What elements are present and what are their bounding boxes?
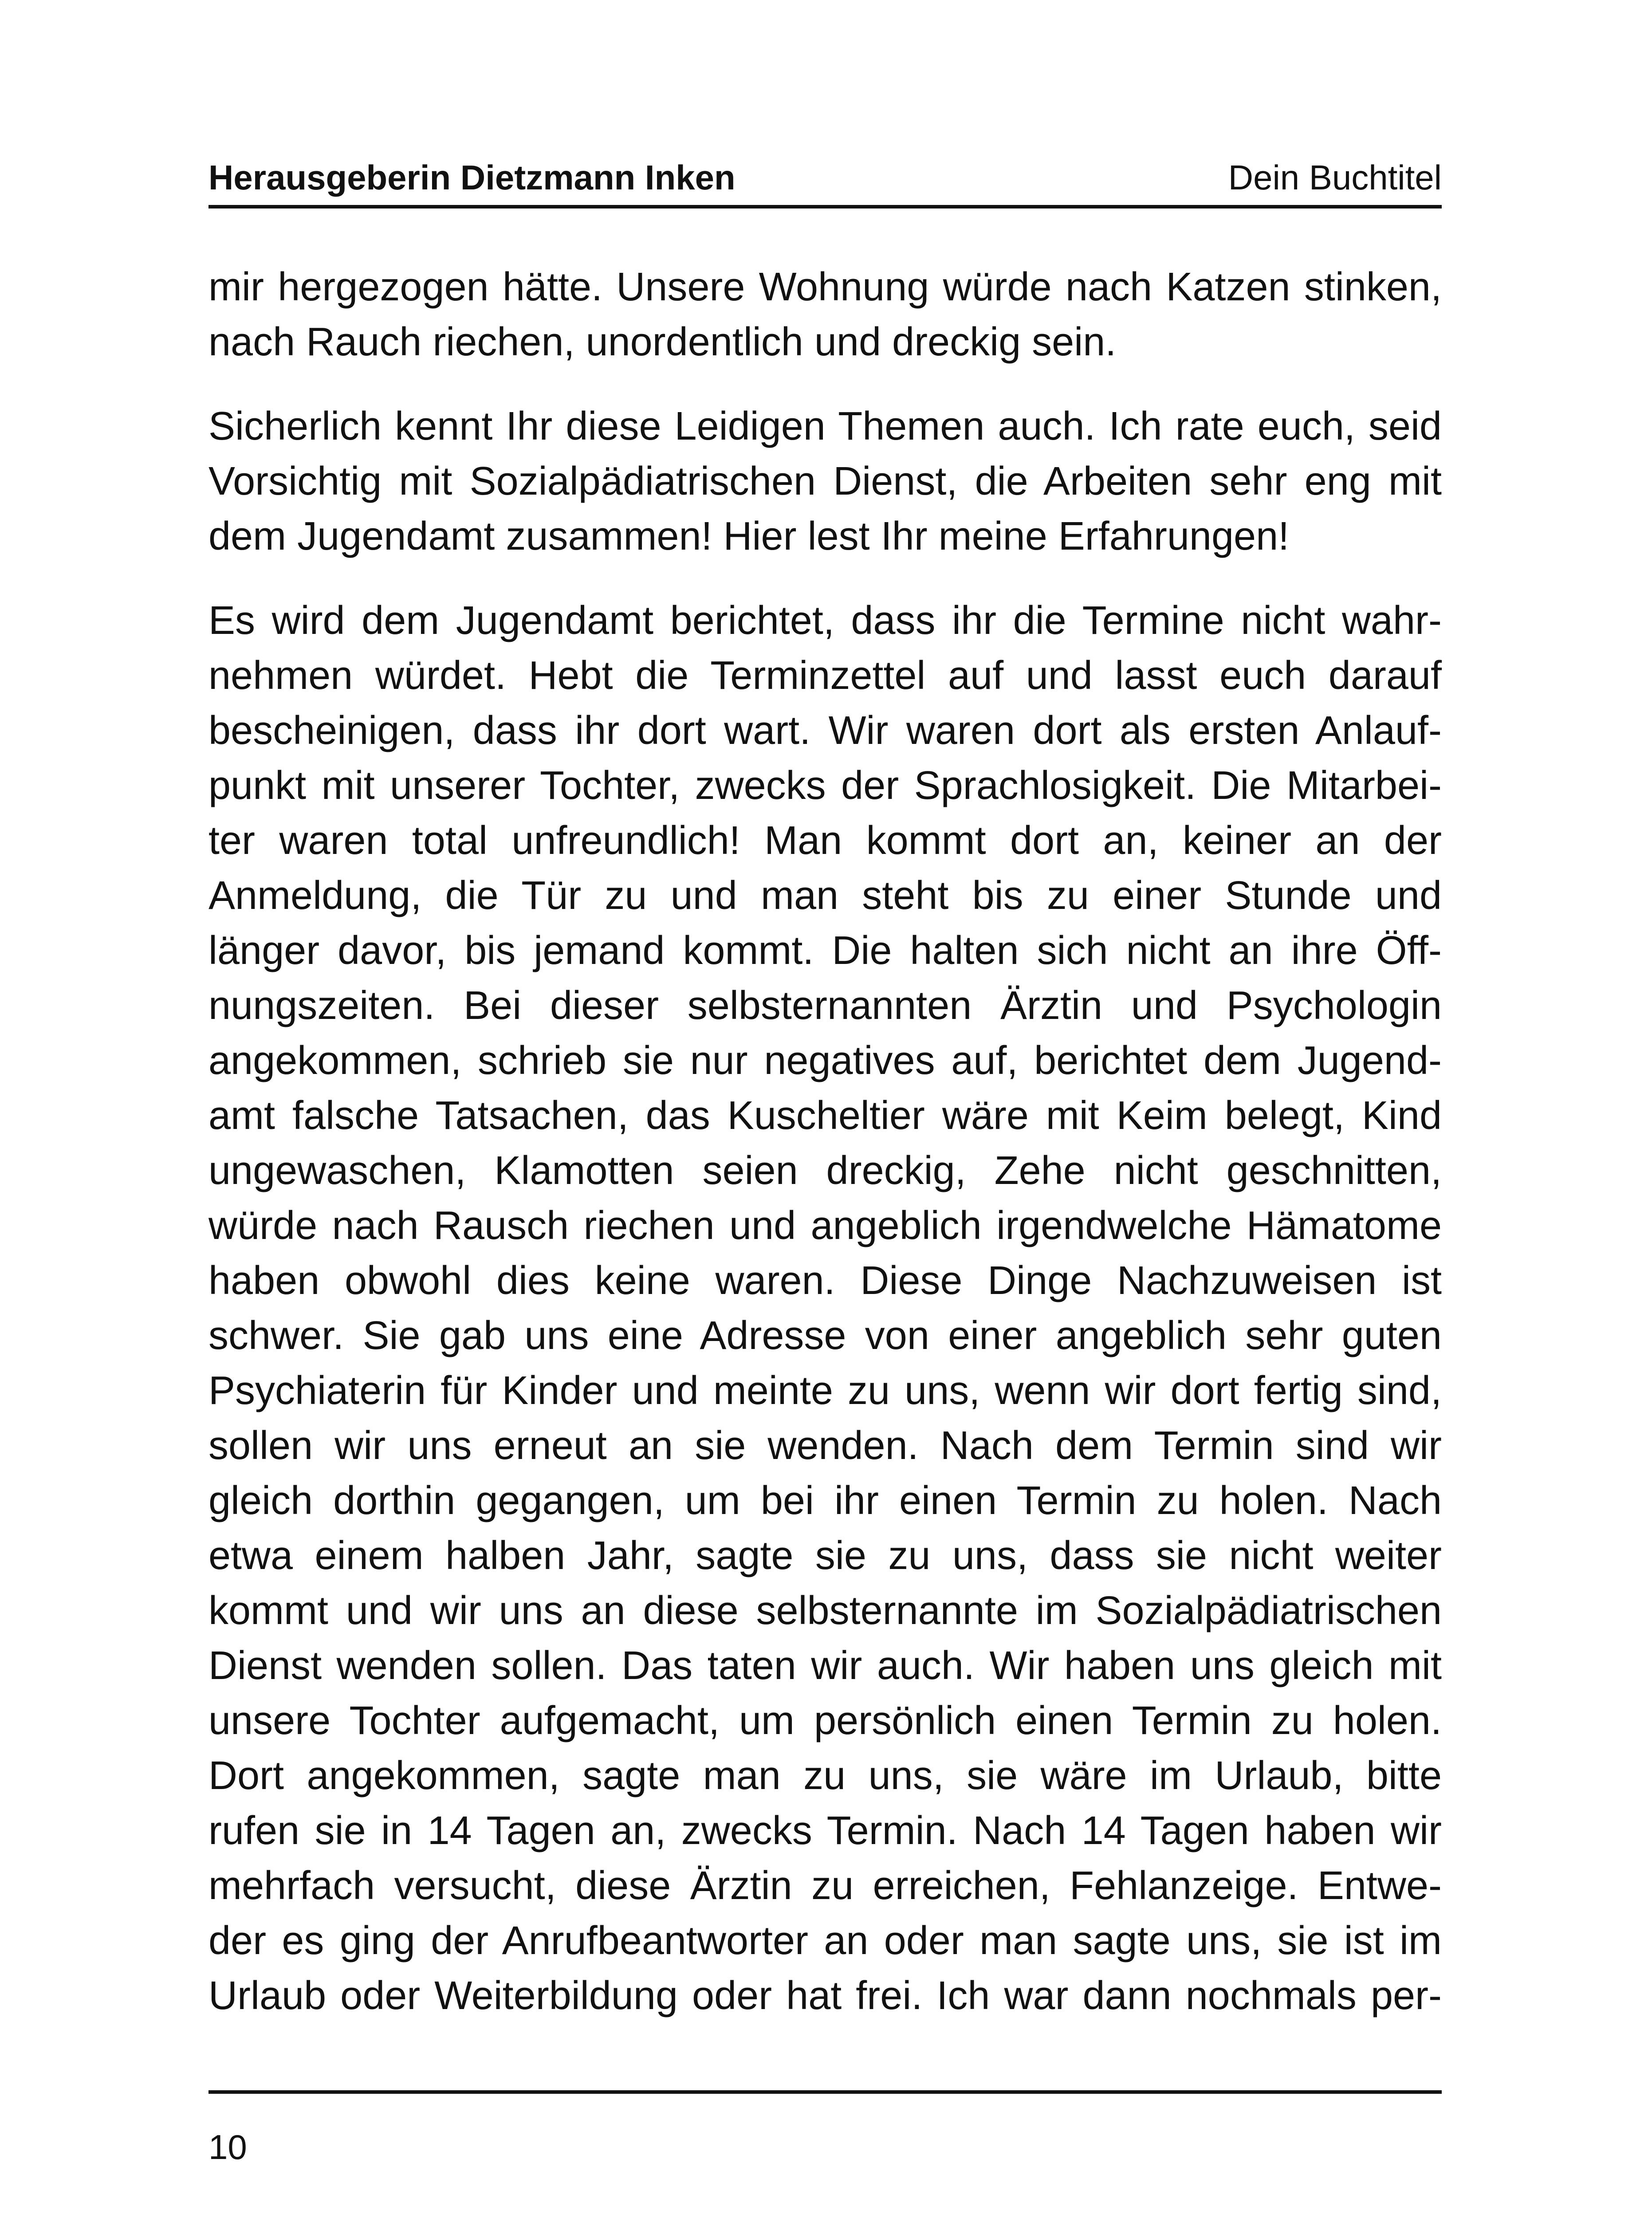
text-line: sollen wir uns erneut an sie wenden. Nach dem Termin sind wir [208, 1424, 1442, 1468]
text-line: punkt mit unserer Tochter, zwecks der Sprachlosigkeit. Die Mitarbei- [208, 763, 1442, 808]
text-line: ter waren total unfreundlich! Man kommt dort an, keiner an der [208, 818, 1442, 863]
text-line: bescheinigen, dass ihr dort wart. Wir waren dort als ersten Anlauf- [208, 708, 1442, 753]
header-divider [208, 205, 1442, 208]
text-line: dem Jugendamt zusammen! Hier lest Ihr meine Erfahrungen! [208, 514, 1290, 558]
text-line: nach Rauch riechen, unordentlich und dreckig sein. [208, 320, 1117, 364]
text-line: gleich dorthin gegangen, um bei ihr einen Termin zu holen. Nach [208, 1479, 1442, 1523]
text-line: amt falsche Tatsachen, das Kuscheltier wäre mit Keim belegt, Kind [208, 1093, 1442, 1138]
text-line: Anmeldung, die Tür zu und man steht bis zu einer Stunde und [208, 873, 1442, 918]
text-line: Psychiaterin für Kinder und meinte zu uns, wenn wir dort fertig sind, [208, 1369, 1442, 1413]
paragraph [208, 593, 1442, 2023]
paragraph [208, 399, 1442, 564]
book-page [208, 0, 1442, 2218]
text-line: der es ging der Anrufbeantworter an oder man sagte uns, sie ist im [208, 1919, 1442, 1963]
text-line: angekommen, schrieb sie nur negatives auf, berichtet dem Jugend- [208, 1038, 1442, 1083]
footer-divider [208, 2090, 1442, 2094]
text-line: nehmen würdet. Hebt die Terminzettel auf und lasst euch darauf [208, 653, 1442, 698]
text-line: Dort angekommen, sagte man zu uns, sie wäre im Urlaub, bitte [208, 1754, 1442, 1798]
text-line: etwa einem halben Jahr, sagte sie zu uns, dass sie nicht weiter [208, 1534, 1442, 1578]
text-line: schwer. Sie gab uns eine Adresse von einer angeblich sehr guten [208, 1313, 1442, 1358]
paragraph [208, 260, 1442, 370]
text-line: kommt und wir uns an diese selbsternannte im Sozialpädiatrischen [208, 1589, 1442, 1633]
body-text [208, 260, 1442, 2053]
header-book-title: Dein Buchtitel [1228, 158, 1442, 197]
text-line: rufen sie in 14 Tagen an, zwecks Termin. Nach 14 Tagen haben wir [208, 1809, 1442, 1853]
text-line: länger davor, bis jemand kommt. Die halten sich nicht an ihre Öff- [208, 928, 1442, 973]
page-number: 10 [208, 2128, 247, 2167]
text-line: Urlaub oder Weiterbildung oder hat frei. Ich war dann nochmals per- [208, 1974, 1442, 2018]
text-line: unsere Tochter aufgemacht, um persönlich einen Termin zu holen. [208, 1699, 1442, 1743]
text-line: Es wird dem Jugendamt berichtet, dass ihr die Termine nicht wahr- [208, 598, 1442, 643]
text-line: würde nach Rausch riechen und angeblich irgendwelche Hämatome [208, 1203, 1442, 1248]
text-line: mehrfach versucht, diese Ärztin zu erreichen, Fehlanzeige. Entwe- [208, 1864, 1442, 1908]
text-line: Vorsichtig mit Sozialpädiatrischen Dienst, die Arbeiten sehr eng mit [208, 459, 1442, 503]
text-line: haben obwohl dies keine waren. Diese Dinge Nachzuweisen ist [208, 1258, 1442, 1303]
text-line: mir hergezogen hätte. Unsere Wohnung würde nach Katzen stinken, [208, 265, 1442, 309]
text-line: Sicherlich kennt Ihr diese Leidigen Themen auch. Ich rate euch, seid [208, 404, 1442, 448]
text-line: ungewaschen, Klamotten seien dreckig, Zehe nicht geschnitten, [208, 1148, 1442, 1193]
running-header [208, 151, 1442, 204]
text-line: nungszeiten. Bei dieser selbsternannten Ärztin und Psychologin [208, 983, 1442, 1028]
text-line: Dienst wenden sollen. Das taten wir auch. Wir haben uns gleich mit [208, 1644, 1442, 1688]
header-author: Herausgeberin Dietzmann Inken [208, 158, 736, 197]
